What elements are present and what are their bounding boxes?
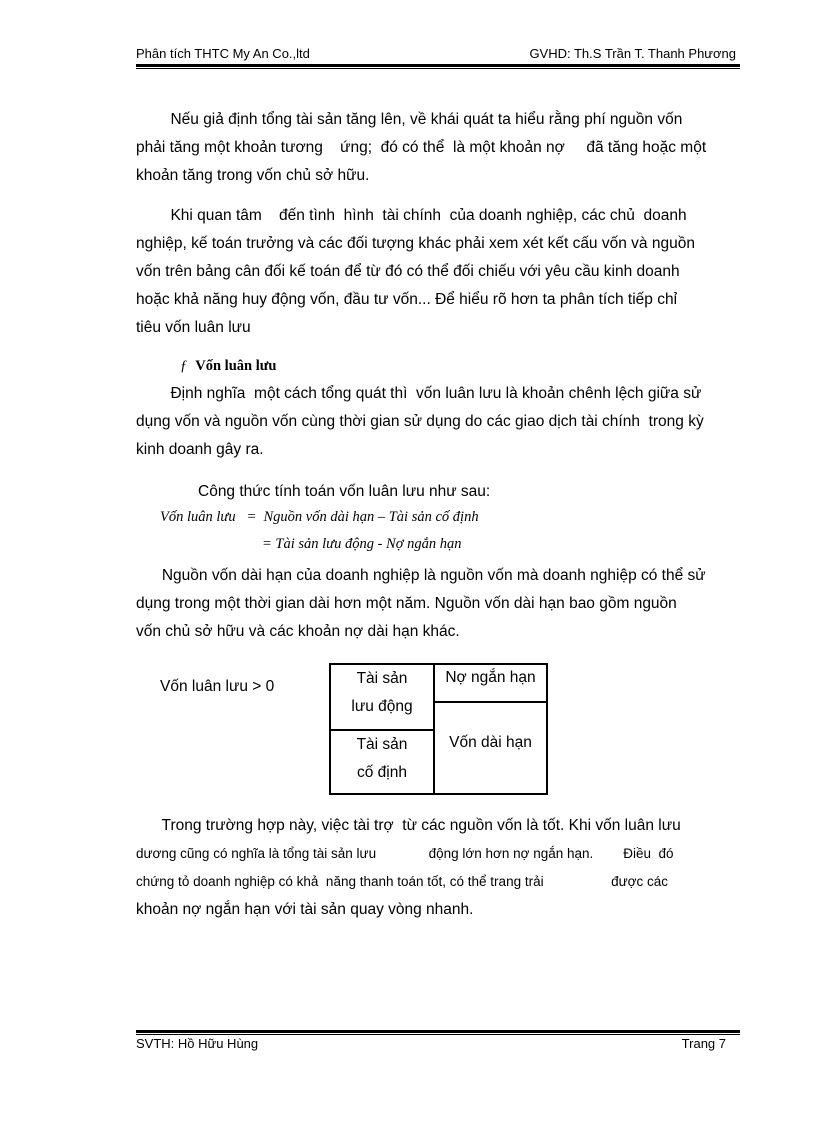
box-text: Tài sản <box>356 736 408 753</box>
fixed-assets-box <box>329 729 435 795</box>
text-line: hoặc khả năng huy động vốn, đầu tư vốn... Để hiểu rõ hơn ta phân tích tiếp chỉ <box>136 291 678 308</box>
page-header <box>136 44 740 62</box>
current-assets-box <box>329 663 435 731</box>
long-capital-box <box>433 701 548 795</box>
box-text: Tài sản <box>356 670 408 687</box>
heading-text: Vốn luân lưu <box>195 358 277 374</box>
text-line: Trong trường hợp này, việc tài trợ từ các nguồn vốn là tốt. Khi vốn luân lưu <box>136 817 681 834</box>
footer-rule-thin <box>136 1034 740 1035</box>
text-line: Định nghĩa một cách tổng quát thì vốn luân lưu là khoản chênh lệch giữa sử <box>136 385 702 402</box>
bullet-icon: ƒ <box>180 358 188 374</box>
paragraph-3 <box>136 380 740 464</box>
text-line: Nguồn vốn dài hạn của doanh nghiệp là nguồn vốn mà doanh nghiệp có thể sử <box>136 567 706 584</box>
text-line: dụng vốn và nguồn vốn cùng thời gian sử dụng do các giao dịch tài chính trong kỳ <box>136 413 704 430</box>
header-right: GVHD: Th.S Trần T. Thanh Phương <box>529 46 736 61</box>
header-left: Phân tích THTC My An Co.,ltd <box>136 46 310 61</box>
text-line: chứng tỏ doanh nghiệp có khả năng thanh toán tốt, có thể trang trải được các <box>136 874 669 889</box>
formula-line-1: Vốn luân lưu = Nguồn vốn dài hạn – Tài sản cố định <box>160 509 479 525</box>
formula-line-2: = Tài sản lưu động - Nợ ngắn hạn <box>262 536 462 552</box>
text-line: dụng trong một thời gian dài hơn một năm. Nguồn vốn dài hạn bao gồm nguồn <box>136 595 677 612</box>
text-line: Khi quan tâm đến tình hình tài chính của doanh nghiệp, các chủ doanh <box>136 207 687 224</box>
box-text: lưu động <box>351 698 413 715</box>
header-rule-thin <box>136 68 740 69</box>
text-line: tiêu vốn luân lưu <box>136 319 251 336</box>
text-line: vốn chủ sở hữu và các khoản nợ dài hạn khác. <box>136 623 460 640</box>
text-line: Nếu giả định tổng tài sản tăng lên, về khái quát ta hiểu rằng phí nguồn vốn <box>136 111 683 128</box>
text-line: khoản tăng trong vốn chủ sở hữu. <box>136 167 370 184</box>
formula-intro: Công thức tính toán vốn luân lưu như sau: <box>198 483 491 500</box>
footer-rule <box>136 1030 740 1033</box>
text-line: phải tăng một khoản tương ứng; đó có thể là một khoản nợ đã tăng hoặc một <box>136 139 707 156</box>
text-line: kinh doanh gây ra. <box>136 441 264 458</box>
box-text: Vốn dài hạn <box>449 734 532 751</box>
paragraph-1 <box>136 106 740 190</box>
section-heading <box>180 358 277 375</box>
text-line: dương cũng có nghĩa là tổng tài sản lưu động lớn hơn nợ ngắn hạn. Điều đó <box>136 846 674 861</box>
text-line: vốn trên bảng cân đối kế toán để từ đó có thể đối chiếu với yêu cầu kinh doanh <box>136 263 680 280</box>
text-line: khoản nợ ngắn hạn với tài sản quay vòng nhanh. <box>136 901 474 918</box>
diagram-label: Vốn luân lưu > 0 <box>160 678 275 695</box>
footer-left: SVTH: Hồ Hữu Hùng <box>136 1036 259 1051</box>
short-debt-box <box>433 663 548 703</box>
box-text: cố định <box>357 764 407 781</box>
paragraph-2 <box>136 202 740 342</box>
text-line: nghiệp, kế toán trưởng và các đối tượng khác phải xem xét kết cấu vốn và nguồn <box>136 235 695 252</box>
header-rule <box>136 64 740 67</box>
paragraph-4 <box>136 562 740 646</box>
paragraph-5 <box>136 812 740 924</box>
page-number: Trang 7 <box>681 1036 726 1051</box>
box-text: Nợ ngắn hạn <box>445 669 536 686</box>
